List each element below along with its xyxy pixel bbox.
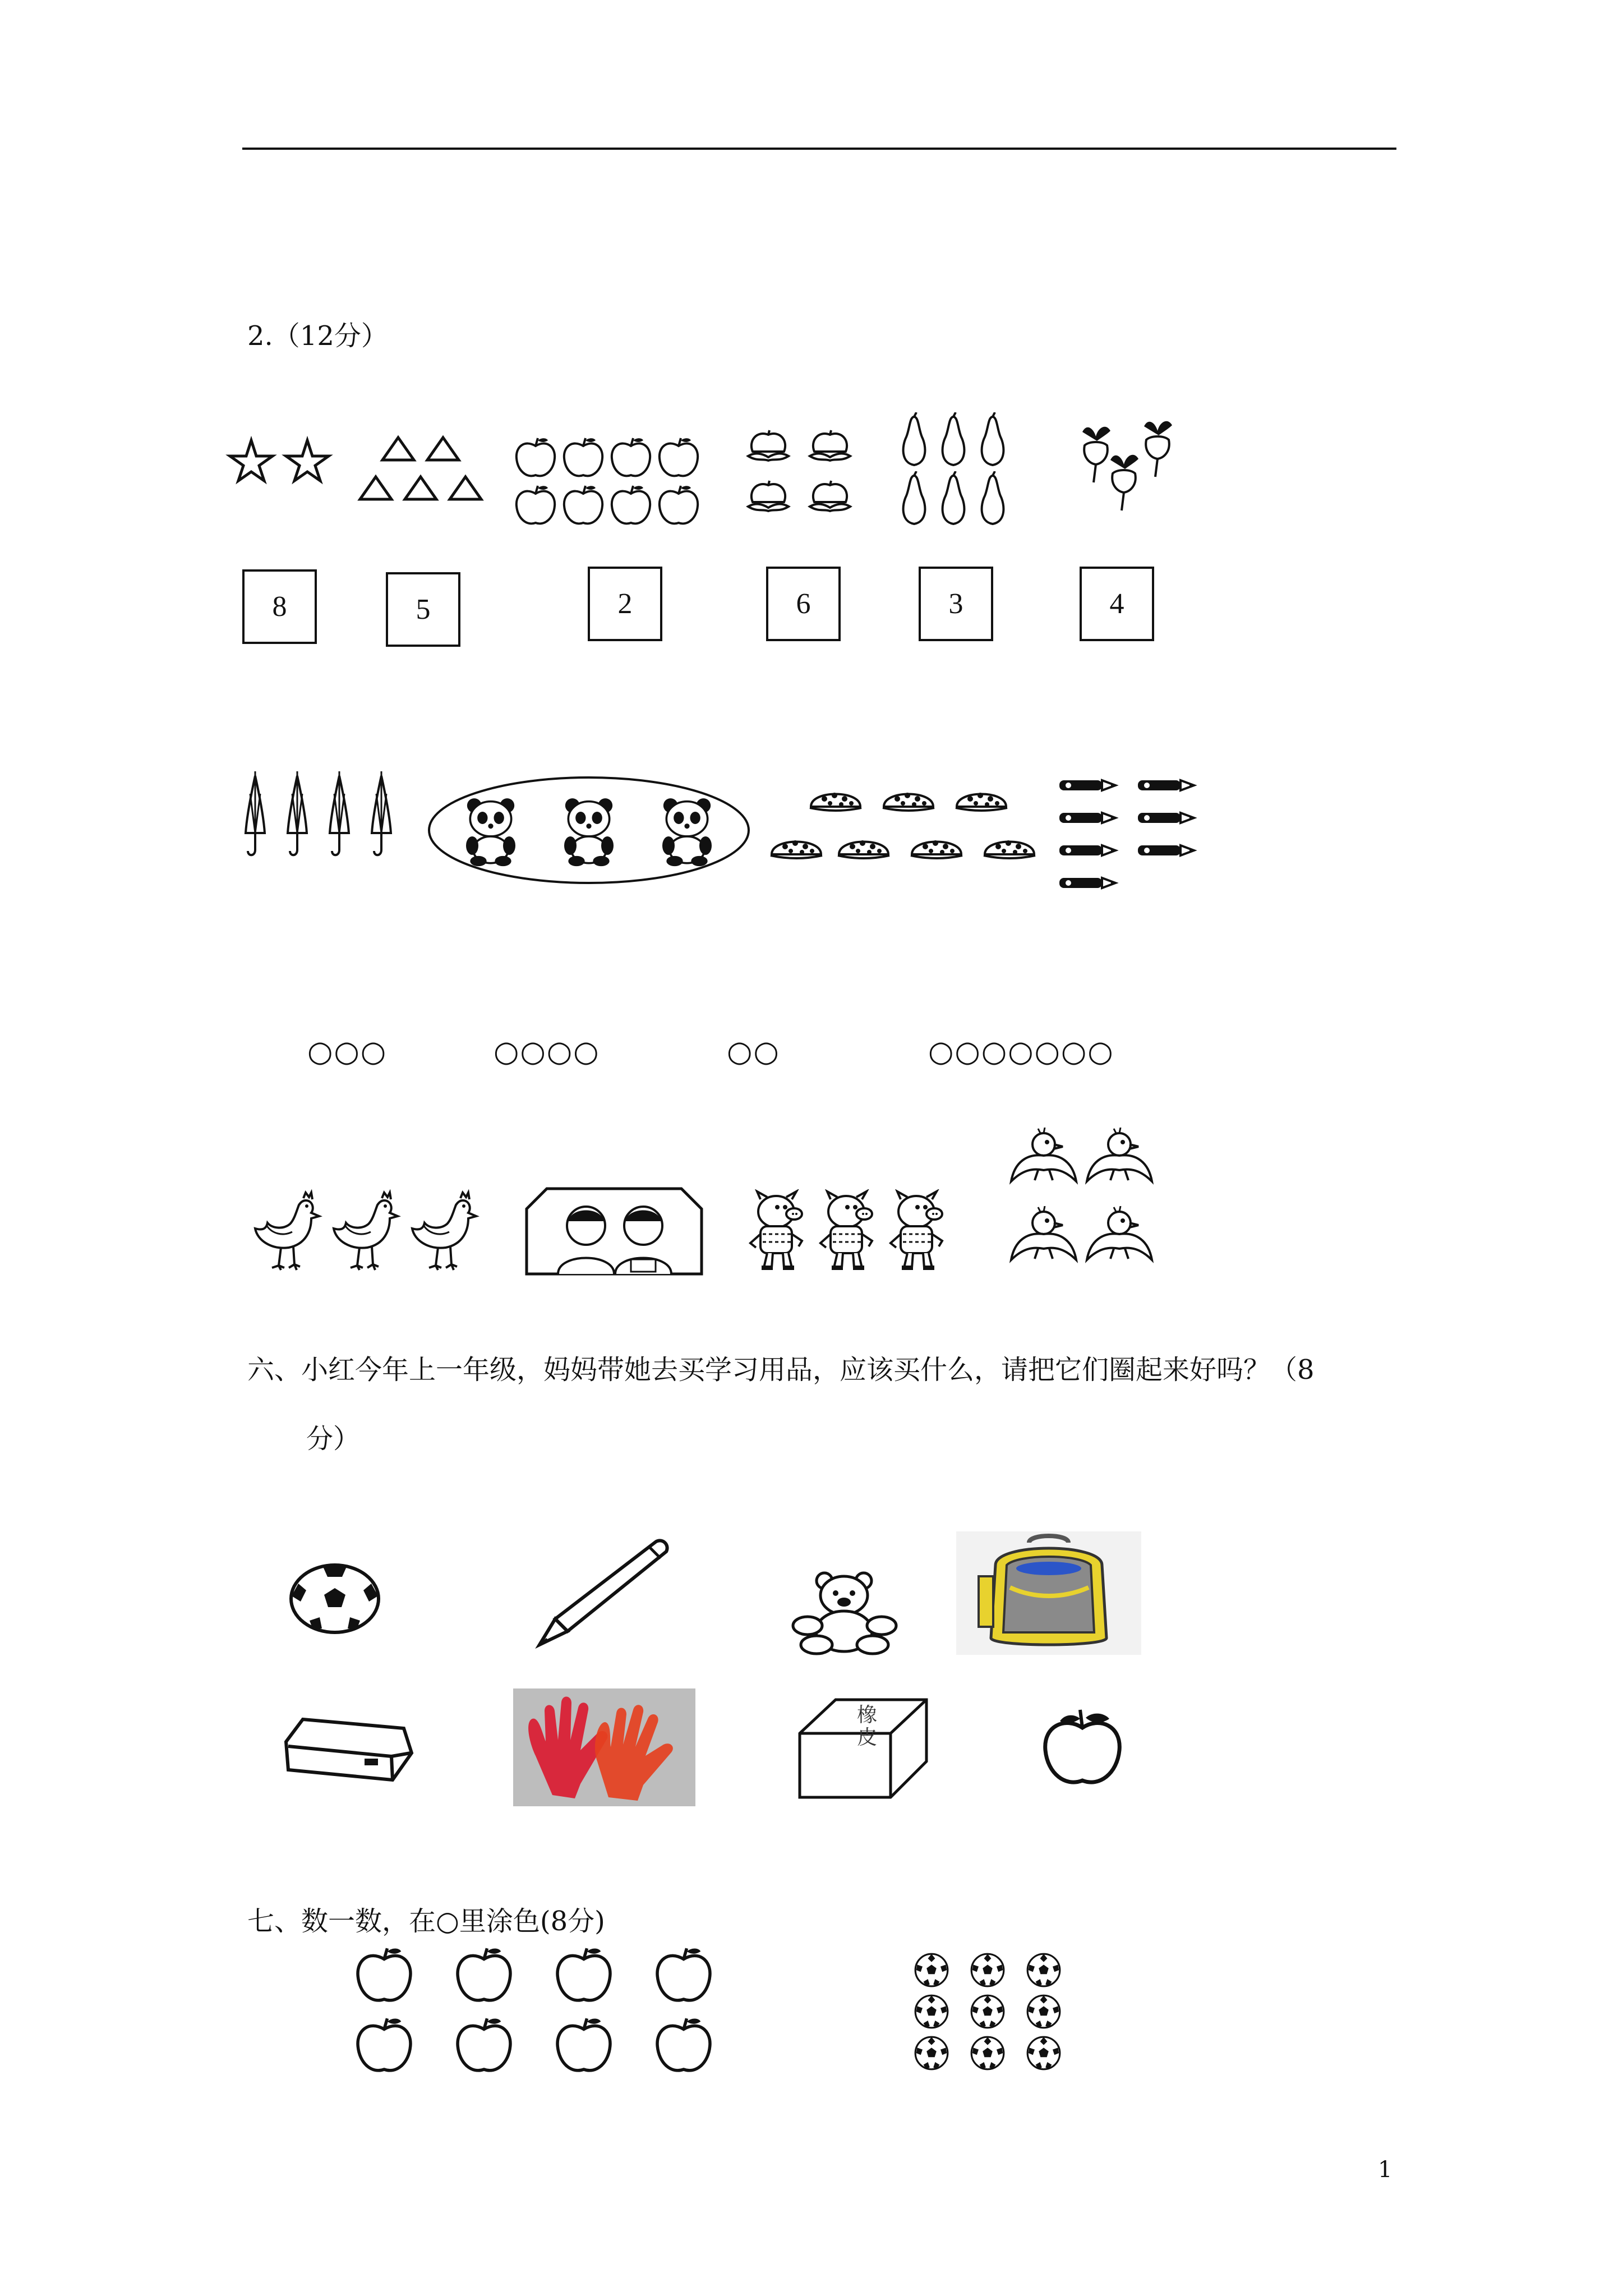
circle-group: ○○○ bbox=[307, 1035, 388, 1069]
question-7-text: 七、数一数，在○里涂色(8分) bbox=[247, 1906, 605, 1937]
umbrella-icon bbox=[236, 771, 404, 867]
circle-group: ○○○○ bbox=[494, 1035, 600, 1069]
number-box: 6 bbox=[766, 567, 841, 641]
triangle-icon bbox=[359, 432, 488, 510]
eraser-label: 橡皮 bbox=[857, 1704, 878, 1749]
apple-grid bbox=[351, 1944, 732, 2081]
apple-icon bbox=[458, 1948, 510, 2000]
football-icon bbox=[971, 2037, 1004, 2069]
gloves-icon bbox=[513, 1688, 695, 1806]
circle-group: ○○ bbox=[727, 1035, 780, 1069]
pig-icon bbox=[746, 1189, 959, 1276]
question-6-text: 六、小红今年上一年级，妈妈带她去买学习用品，应该买什么，请把它们圈起来好吗？（8 bbox=[247, 1354, 1315, 1386]
number-box: 3 bbox=[919, 567, 993, 641]
pear-icon bbox=[897, 412, 1021, 530]
football-icon bbox=[1027, 2037, 1060, 2069]
football-icon bbox=[971, 1995, 1004, 2028]
football-icon bbox=[971, 1954, 1004, 1986]
number-box: 8 bbox=[242, 569, 317, 644]
panda-icon bbox=[662, 798, 712, 866]
question-6-text-cont: 分） bbox=[306, 1423, 361, 1455]
eraser-icon bbox=[796, 1694, 931, 1801]
bird-icon bbox=[1007, 1128, 1158, 1273]
question-2-heading: 2.（12分） bbox=[247, 320, 388, 352]
apple-icon bbox=[458, 2018, 510, 2070]
apple-icon bbox=[358, 2018, 411, 2070]
mushroom-icon bbox=[768, 780, 1049, 869]
apple-icon bbox=[1032, 1705, 1133, 1789]
star-icon bbox=[224, 418, 336, 502]
apple-icon bbox=[358, 1948, 411, 2000]
pencil-icon bbox=[533, 1537, 673, 1649]
radish-icon bbox=[1077, 415, 1189, 522]
hen-icon bbox=[250, 1189, 485, 1276]
backpack-icon bbox=[956, 1531, 1141, 1655]
page-number: 1 bbox=[1378, 2157, 1393, 2183]
football-icon bbox=[915, 1995, 948, 2028]
header-rule bbox=[242, 148, 1396, 150]
pencil-case-icon bbox=[280, 1714, 415, 1787]
apple-icon bbox=[557, 1948, 610, 2000]
panda-group bbox=[426, 774, 751, 886]
football-icon bbox=[287, 1562, 382, 1635]
football-icon bbox=[1027, 1995, 1060, 2028]
apple-icon bbox=[657, 1948, 710, 2000]
number-box: 4 bbox=[1080, 567, 1154, 641]
football-icon bbox=[915, 2037, 948, 2069]
children-icon bbox=[524, 1186, 704, 1276]
panda-icon bbox=[564, 798, 614, 866]
circle-group: ○○○○○○○ bbox=[928, 1035, 1114, 1069]
apple-icon bbox=[657, 2018, 710, 2070]
apple-icon bbox=[513, 429, 704, 536]
peach-icon bbox=[740, 424, 864, 524]
number-box: 2 bbox=[588, 567, 662, 641]
football-icon bbox=[915, 1954, 948, 1986]
apple-icon bbox=[557, 2018, 610, 2070]
teddy-bear-icon bbox=[785, 1571, 909, 1655]
football-icon bbox=[1027, 1954, 1060, 1986]
panda-icon bbox=[466, 798, 515, 866]
ball-grid bbox=[909, 1952, 1077, 2073]
pencil-icon bbox=[1057, 777, 1203, 895]
number-box: 5 bbox=[386, 572, 460, 647]
